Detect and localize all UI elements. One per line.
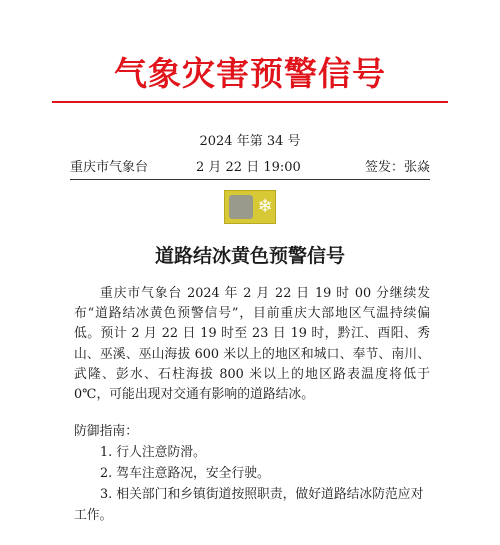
car-icon: [229, 195, 253, 219]
meta-row: [70, 156, 430, 174]
snowflake-icon: ❄: [257, 196, 273, 217]
guide-item: 2. 驾车注意路况，安全行驶。: [100, 466, 270, 482]
issue-number: 2024 年第 34 号: [199, 134, 301, 149]
warning-body-paragraph: 重庆市气象台 2024 年 2 月 22 日 19 时 00 分继续发布“道路结冰黄色预警信号”，目前重庆大部地区气温持续偏低。预计 2 月 22 日 19 时至 23 日 19 时，黔江、酉阳、秀山、巫溪、巫山海拔 600 米以上的地区和城口、奉节、南川、武隆、彭水、石柱海拔 800 米以上的地区路表温度将低于 0℃，可能出现对交通有影响的道路结冰。: [74, 286, 430, 403]
header-red-divider: [52, 101, 448, 103]
guide-list: [74, 443, 430, 527]
guide-item: 3. 相关部门和乡镇街道按照职责，做好道路结冰防范应对工作。: [74, 487, 424, 523]
road-icing-warning-icon: [224, 190, 276, 224]
issuer-name: 重庆市气象台: [70, 160, 149, 175]
guide-item: 1. 行人注意防滑。: [100, 445, 206, 460]
meta-divider: [70, 179, 430, 180]
issue-date: 2 月 22 日 19:00: [196, 160, 301, 175]
signal-title: 道路结冰黄色预警信号: [154, 245, 345, 267]
guide-heading: 防御指南：: [74, 424, 138, 439]
document-header-title: 气象灾害预警信号: [114, 54, 386, 93]
signer: 签发：张焱: [364, 160, 430, 175]
